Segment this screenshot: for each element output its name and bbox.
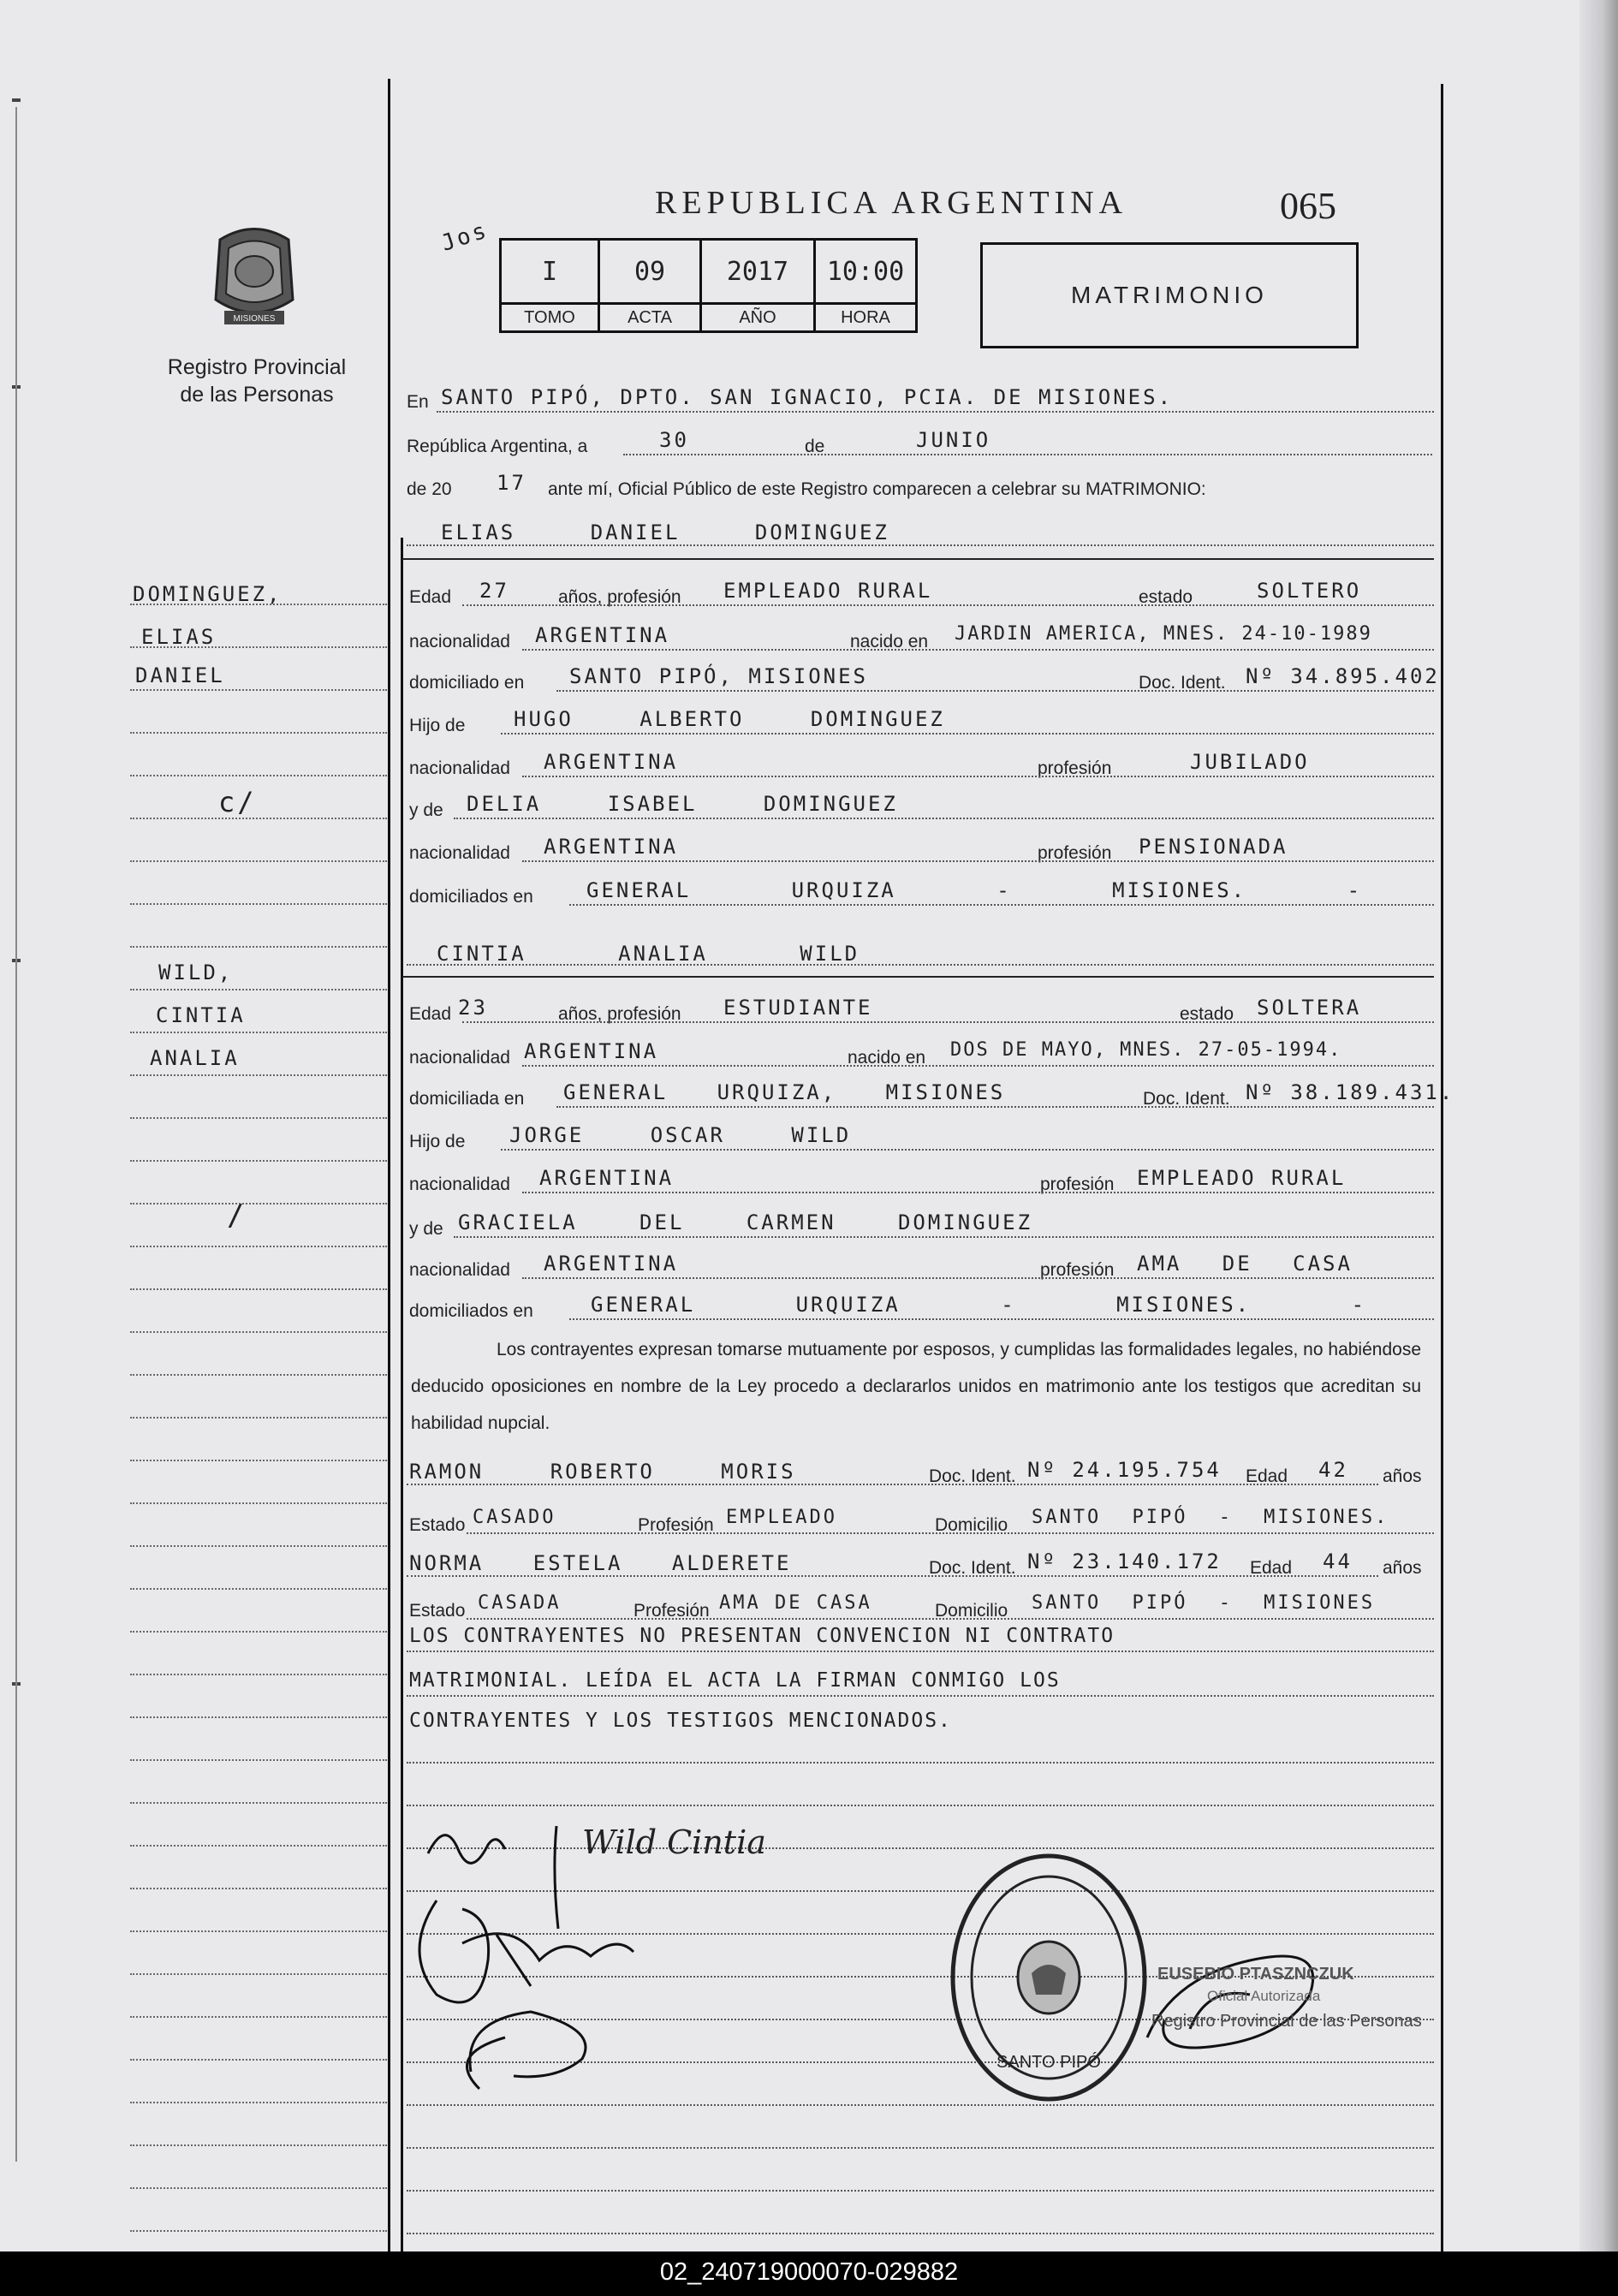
margin-rule	[130, 1930, 387, 1932]
margin-rule	[130, 604, 387, 605]
groom-parents-address: GENERAL URQUIZA - MISIONES. -	[586, 878, 1363, 902]
bride-full-name: CINTIA ANALIA WILD	[437, 942, 860, 966]
rule	[467, 1618, 1434, 1620]
ano-label: AÑO	[701, 304, 815, 332]
groom-mother-profession: PENSIONADA	[1139, 835, 1288, 859]
note-line-3: CONTRAYENTES Y LOS TESTIGOS MENCIONADOS.	[409, 1710, 952, 1732]
groom-status: SOLTERO	[1257, 579, 1362, 603]
groom-full-name: ELIAS DANIEL DOMINGUEZ	[441, 520, 889, 544]
agency-name-line2: de las Personas	[180, 383, 334, 407]
witness1-doc: Nº 24.195.754	[1027, 1458, 1222, 1482]
ano-value: 2017	[701, 240, 815, 304]
y-de-label: y de	[409, 1219, 443, 1239]
rule	[462, 604, 1434, 606]
profesion-label: profesión	[1038, 843, 1112, 863]
rule	[501, 1149, 1434, 1151]
doc-label: Doc. Ident.	[929, 1558, 1016, 1578]
margin-rule	[130, 775, 387, 776]
margin-rule	[130, 1032, 387, 1033]
profesion-label: Profesión	[638, 1515, 714, 1535]
rule	[522, 860, 1434, 862]
rule	[522, 776, 1434, 777]
groom-mother-nationality: ARGENTINA	[544, 835, 679, 859]
hijo-label: Hijo de	[409, 1132, 466, 1151]
officer-title: Oficial Autorizada	[1207, 1988, 1321, 2004]
rule	[522, 1277, 1434, 1279]
bride-birth: DOS DE MAYO, MNES. 27-05-1994.	[950, 1039, 1342, 1061]
margin-rule	[130, 1674, 387, 1675]
country-title: REPUBLICA ARGENTINA	[655, 185, 1128, 221]
margin-groom-name1: ELIAS	[141, 625, 217, 649]
nacionalidad-label: nacionalidad	[409, 632, 510, 651]
page-edge	[1579, 0, 1618, 2251]
margin-bride-surname: WILD,	[158, 961, 234, 984]
groom-doc: Nº 34.895.402	[1246, 664, 1440, 688]
en-label: En	[407, 392, 429, 412]
margin-rule	[130, 946, 387, 948]
estado-label: Estado	[409, 1515, 466, 1535]
rule	[467, 1532, 1434, 1534]
acta-label: ACTA	[599, 304, 701, 332]
witness1-status: CASADO	[473, 1507, 556, 1528]
folio-number: 065	[1280, 185, 1336, 227]
estado-label: estado	[1180, 1004, 1234, 1024]
rule	[522, 1065, 1434, 1067]
anos-profesion-label: años, profesión	[558, 1004, 681, 1024]
bride-address: GENERAL URQUIZA, MISIONES	[563, 1080, 1006, 1104]
binding-mark	[12, 98, 21, 102]
margin-bride-name2: ANALIA	[150, 1046, 240, 1070]
groom-address: SANTO PIPÓ, MISIONES	[569, 664, 868, 688]
bride-father-nationality: ARGENTINA	[539, 1166, 675, 1190]
rule	[407, 1484, 1378, 1485]
provincial-seal-icon	[199, 218, 310, 338]
bride-parents-address: GENERAL URQUIZA - MISIONES. -	[591, 1293, 1367, 1317]
tomo-value: I	[501, 240, 599, 304]
bride-signature: Wild Cintia	[582, 1823, 766, 1861]
margin-rule	[130, 1417, 387, 1419]
witness2-name: NORMA ESTELA ALDERETE	[409, 1551, 792, 1575]
profesion-label: profesión	[1038, 758, 1112, 778]
margin-rule	[130, 1203, 387, 1205]
margin-rule	[130, 1160, 387, 1162]
rule	[407, 964, 1434, 966]
empty-rule	[407, 1805, 1434, 1806]
agency-name-line1: Registro Provincial	[167, 355, 347, 379]
nacionalidad-label: nacionalidad	[409, 843, 510, 863]
rule	[522, 649, 1434, 651]
margin-rule	[130, 1759, 387, 1761]
domiciliado-label: domiciliado en	[409, 673, 525, 693]
nacido-label: nacido en	[850, 632, 929, 651]
margin-rule	[130, 903, 387, 905]
groom-age: 27	[479, 579, 509, 603]
witness1-address: SANTO PIPÓ - MISIONES.	[1032, 1507, 1389, 1528]
stamp-bottom-text: SANTO PIPÓ	[996, 2053, 1101, 2072]
nacionalidad-label: nacionalidad	[409, 1260, 510, 1280]
anos-profesion-label: años, profesión	[558, 587, 681, 607]
rule	[462, 1021, 1434, 1023]
margin-rule	[130, 2144, 387, 2146]
empty-rule	[407, 2147, 1434, 2149]
margin-rule	[130, 1545, 387, 1547]
profesion-label: profesión	[1040, 1260, 1115, 1280]
rule	[454, 818, 1434, 819]
margin-rule	[130, 2102, 387, 2103]
bride-age: 23	[458, 996, 488, 1020]
margin-bride-name1: CINTIA	[156, 1003, 246, 1027]
hora-label: HORA	[815, 304, 917, 332]
margin-end-mark: /	[227, 1199, 247, 1233]
bride-mother-profession: AMA DE CASA	[1137, 1252, 1353, 1276]
note-line-2: MATRIMONIAL. LEÍDA EL ACTA LA FIRMAN CONMIGO LOS	[409, 1669, 1061, 1692]
domicilio-label: Domicilio	[935, 1601, 1008, 1621]
bride-mother-nationality: ARGENTINA	[544, 1252, 679, 1276]
margin-rule	[130, 1588, 387, 1590]
hora-value: 10:00	[815, 240, 917, 304]
hijo-label: Hijo de	[409, 716, 466, 735]
bride-mother: GRACIELA DEL CARMEN DOMINGUEZ	[458, 1210, 1033, 1234]
margin-con: c/	[218, 786, 257, 818]
nacionalidad-label: nacionalidad	[409, 758, 510, 778]
groom-father-profession: JUBILADO	[1190, 750, 1310, 774]
month-value: JUNIO	[916, 428, 991, 452]
section-divider	[402, 976, 1434, 978]
witness1-name: RAMON ROBERTO MORIS	[409, 1460, 796, 1484]
margin-rule	[130, 818, 387, 819]
domiciliados-label: domiciliados en	[409, 887, 533, 907]
estado-label: estado	[1139, 587, 1193, 607]
margin-rule	[130, 1973, 387, 1975]
margin-rule	[130, 1074, 387, 1076]
rule	[407, 544, 1434, 546]
bride-profession: ESTUDIANTE	[723, 996, 873, 1020]
profesion-label: profesión	[1040, 1175, 1115, 1194]
rule	[623, 454, 1432, 455]
year-suffix: 17	[497, 471, 526, 495]
edad-label: Edad	[409, 587, 452, 607]
tomo-label: TOMO	[501, 304, 599, 332]
margin-rule	[130, 1288, 387, 1290]
margin-groom-name2: DANIEL	[135, 663, 225, 687]
bride-father-profession: EMPLEADO RURAL	[1137, 1166, 1347, 1190]
rule	[501, 733, 1434, 735]
doc-label: Doc. Ident.	[1143, 1089, 1230, 1109]
nacido-label: nacido en	[848, 1048, 926, 1068]
rule	[407, 1651, 1434, 1652]
svg-text:MISIONES: MISIONES	[233, 314, 276, 324]
empty-rule	[407, 2233, 1434, 2234]
margin-rule	[130, 1802, 387, 1804]
profesion-label: Profesión	[634, 1601, 710, 1621]
margin-rule	[130, 646, 387, 648]
margin-rule	[130, 2016, 387, 2018]
margin-rule	[130, 1246, 387, 1247]
anos-label: años	[1383, 1466, 1422, 1486]
edad-label: Edad	[1250, 1558, 1293, 1578]
margin-rule	[130, 1331, 387, 1333]
witness2-address: SANTO PIPÓ - MISIONES	[1032, 1592, 1376, 1614]
witness1-age: 42	[1318, 1458, 1348, 1482]
bride-father: JORGE OSCAR WILD	[509, 1123, 852, 1147]
de-label: de	[805, 437, 825, 456]
rule	[556, 1106, 1434, 1108]
officer-name: EUSEBIO PTASZNCZUK	[1157, 1965, 1354, 1984]
year-prefix: de 20	[407, 479, 452, 499]
margin-rule	[130, 732, 387, 734]
place-value: SANTO PIPÓ, DPTO. SAN IGNACIO, PCIA. DE MISIONES.	[441, 385, 1174, 409]
rule	[556, 690, 1434, 692]
domicilio-label: Domicilio	[935, 1515, 1008, 1535]
nacionalidad-label: nacionalidad	[409, 1175, 510, 1194]
intro-text: ante mí, Oficial Público de este Registro comparecen a celebrar su MATRIMONIO:	[548, 479, 1206, 499]
edad-label: Edad	[409, 1004, 452, 1024]
day-value: 30	[659, 428, 689, 452]
witness2-doc: Nº 23.140.172	[1027, 1550, 1222, 1573]
rule	[407, 1575, 1378, 1577]
body-left-rule	[401, 538, 403, 2251]
margin-rule	[130, 1845, 387, 1847]
rule	[569, 1318, 1434, 1320]
rule	[437, 411, 1434, 413]
margin-rule	[130, 989, 387, 990]
officer-agency: Registro Provincial de las Personas	[1151, 2012, 1422, 2031]
margin-rule	[130, 1716, 387, 1718]
edad-label: Edad	[1246, 1466, 1288, 1486]
republica-label: República Argentina, a	[407, 437, 588, 456]
bride-nationality: ARGENTINA	[524, 1039, 659, 1063]
margin-groom-surname: DOMINGUEZ,	[133, 582, 283, 606]
act-type-box: MATRIMONIO	[980, 242, 1359, 348]
domiciliada-label: domiciliada en	[409, 1089, 525, 1109]
rule	[522, 1192, 1434, 1193]
y-de-label: y de	[409, 800, 443, 820]
domiciliados-label: domiciliados en	[409, 1301, 533, 1321]
official-stamp	[946, 1849, 1151, 2106]
rule	[407, 1695, 1434, 1697]
corner-mark: Jos	[437, 217, 492, 257]
doc-label: Doc. Ident.	[929, 1466, 1016, 1486]
witness2-status: CASADA	[478, 1592, 562, 1614]
empty-rule	[407, 2190, 1434, 2192]
margin-rule	[130, 2059, 387, 2061]
margin-rule	[130, 1460, 387, 1461]
groom-mother: DELIA ISABEL DOMINGUEZ	[467, 792, 898, 816]
doc-label: Doc. Ident.	[1139, 673, 1226, 693]
margin-divider	[388, 79, 390, 2251]
margin-rule	[130, 1502, 387, 1504]
estado-label: Estado	[409, 1601, 466, 1621]
margin-rule	[130, 1888, 387, 1889]
groom-father-nationality: ARGENTINA	[544, 750, 679, 774]
binding-line	[15, 107, 17, 2162]
acta-value: 09	[599, 240, 701, 304]
nacionalidad-label: nacionalidad	[409, 1048, 510, 1068]
bride-status: SOLTERA	[1257, 996, 1362, 1020]
witness1-profession: EMPLEADO	[726, 1507, 837, 1528]
file-id: 02_240719000070-029882	[659, 2258, 959, 2286]
note-line-1: LOS CONTRAYENTES NO PRESENTAN CONVENCION NI CONTRATO	[409, 1625, 1115, 1647]
margin-rule	[130, 1374, 387, 1376]
margin-rule	[130, 2230, 387, 2232]
margin-rule	[130, 1117, 387, 1119]
witness2-age: 44	[1323, 1550, 1353, 1573]
witness2-profession: AMA DE CASA	[719, 1592, 872, 1614]
signature-stroke	[539, 1822, 574, 1933]
margin-rule	[130, 860, 387, 862]
body-right-rule	[1441, 84, 1443, 2251]
margin-rule	[130, 689, 387, 691]
bride-doc: Nº 38.189.431.	[1246, 1080, 1455, 1104]
groom-father: HUGO ALBERTO DOMINGUEZ	[514, 707, 945, 731]
groom-profession: EMPLEADO RURAL	[723, 579, 933, 603]
margin-rule	[130, 2187, 387, 2189]
groom-nationality: ARGENTINA	[535, 623, 670, 647]
empty-rule	[407, 1762, 1434, 1764]
rule	[454, 1236, 1434, 1238]
registry-table	[499, 238, 918, 333]
margin-rule	[130, 1631, 387, 1633]
anos-label: años	[1383, 1558, 1422, 1578]
declaration-text: Los contrayentes expresan tomarse mutuamente por esposos, y cumplidas las formalidades legales, no habiéndose deducido oposiciones en nombre de la Ley procedo a declararlos unidos en matrimonio ante los testigos que acreditan su habilidad nupcial.	[411, 1340, 1421, 1433]
groom-birth: JARDIN AMERICA, MNES. 24-10-1989	[955, 623, 1372, 645]
rule	[569, 904, 1434, 906]
section-divider	[402, 558, 1434, 560]
